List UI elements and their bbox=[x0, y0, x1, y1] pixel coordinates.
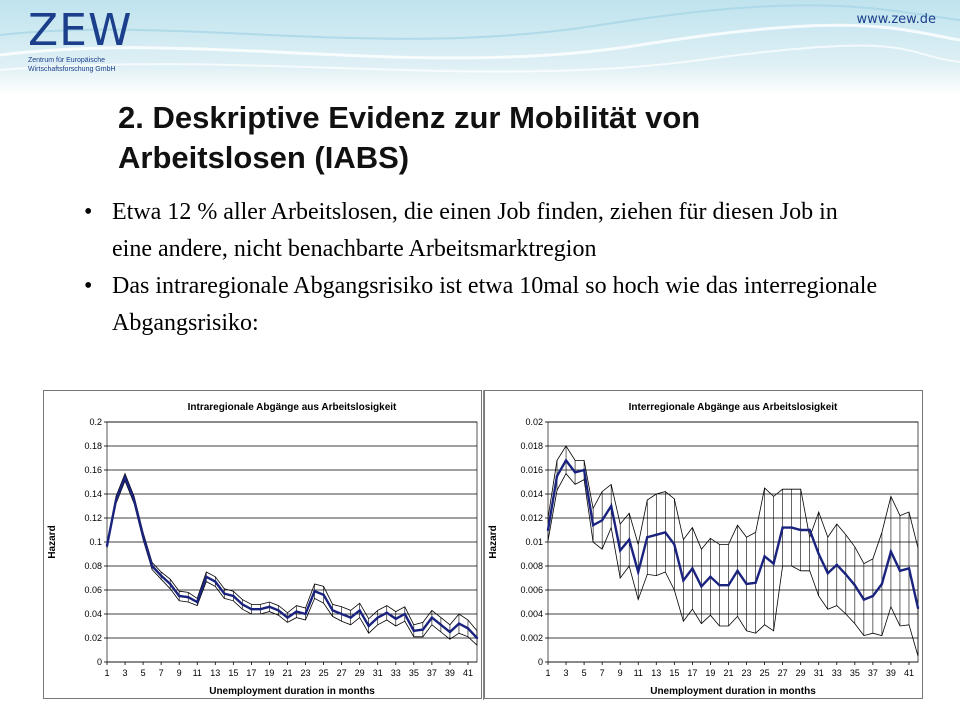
intraregional-ytick-label: 0.18 bbox=[84, 441, 102, 451]
interregional-data-point bbox=[845, 573, 847, 575]
intraregional-data-point bbox=[349, 616, 351, 618]
interregional-data-point bbox=[646, 536, 648, 538]
intraregional-xtick-label: 21 bbox=[282, 668, 293, 678]
interregional-data-point bbox=[700, 585, 702, 587]
interregional-ytick-label: 0.006 bbox=[520, 585, 543, 595]
site-url: www.zew.de bbox=[856, 12, 936, 27]
interregional-xtick-label: 19 bbox=[705, 668, 716, 678]
intraregional-xlabel: Unemployment duration in months bbox=[209, 686, 375, 697]
interregional-data-point bbox=[547, 529, 549, 531]
interregional-xtick-label: 3 bbox=[563, 668, 569, 678]
intraregional-ytick-label: 0.2 bbox=[89, 417, 102, 427]
intraregional-xtick-label: 13 bbox=[210, 668, 221, 678]
interregional-ytick-label: 0.01 bbox=[525, 537, 543, 547]
interregional-data-point bbox=[736, 570, 738, 572]
interregional-data-point bbox=[664, 531, 666, 533]
interregional-data-point bbox=[628, 538, 630, 540]
interregional-data-point bbox=[691, 567, 693, 569]
intraregional-data-point bbox=[358, 609, 360, 611]
chart-interregional-svg bbox=[484, 390, 924, 700]
interregional-xlabel: Unemployment duration in months bbox=[650, 686, 816, 697]
interregional-data-point bbox=[863, 598, 865, 600]
interregional-xtick-label: 15 bbox=[669, 668, 680, 678]
intraregional-data-point bbox=[304, 613, 306, 615]
interregional-xtick-label: 27 bbox=[777, 668, 788, 678]
bullet-text: Das intraregionale Abgangsrisiko ist etwa 10mal so hoch wie das interregionale Abgangsrisiko: bbox=[112, 273, 878, 336]
interregional-data-point bbox=[574, 471, 576, 473]
interregional-xtick-label: 7 bbox=[599, 668, 605, 678]
bullet-list bbox=[80, 194, 880, 342]
intraregional-data-point bbox=[386, 612, 388, 614]
intraregional-data-point bbox=[377, 616, 379, 618]
page-title-line1: 2. Deskriptive Evidenz zur Mobilität von bbox=[118, 100, 701, 135]
interregional-data-point bbox=[745, 583, 747, 585]
intraregional-xtick-label: 23 bbox=[300, 668, 311, 678]
intraregional-data-point bbox=[440, 624, 442, 626]
intraregional-data-point bbox=[286, 616, 288, 618]
intraregional-data-point bbox=[187, 596, 189, 598]
interregional-ytick-label: 0.014 bbox=[520, 489, 543, 499]
interregional-data-point bbox=[899, 570, 901, 572]
interregional-xtick-label: 5 bbox=[581, 668, 587, 678]
intraregional-xtick-label: 17 bbox=[246, 668, 257, 678]
interregional-xtick-label: 33 bbox=[831, 668, 842, 678]
intraregional-ytick-label: 0.04 bbox=[84, 609, 102, 619]
intraregional-data-point bbox=[368, 625, 370, 627]
intraregional-xtick-label: 11 bbox=[192, 668, 202, 678]
intraregional-data-point bbox=[232, 595, 234, 597]
chart-interregional bbox=[484, 390, 924, 700]
intraregional-xtick-label: 1 bbox=[104, 668, 110, 678]
interregional-data-point bbox=[682, 579, 684, 581]
interregional-ytick-label: 0.002 bbox=[520, 633, 543, 643]
interregional-xtick-label: 31 bbox=[813, 668, 824, 678]
intraregional-data-point bbox=[395, 618, 397, 620]
intraregional-data-point bbox=[331, 609, 333, 611]
intraregional-xtick-label: 33 bbox=[390, 668, 401, 678]
interregional-ytick-label: 0.004 bbox=[520, 609, 543, 619]
bullet-item bbox=[80, 268, 880, 342]
intraregional-xtick-label: 9 bbox=[176, 668, 182, 678]
intraregional-data-point bbox=[124, 476, 126, 478]
intraregional-data-point bbox=[214, 580, 216, 582]
interregional-data-point bbox=[592, 524, 594, 526]
intraregional-data-point bbox=[449, 631, 451, 633]
intraregional-xtick-label: 35 bbox=[408, 668, 419, 678]
intraregional-data-point bbox=[277, 609, 279, 611]
intraregional-data-point bbox=[151, 565, 153, 567]
interregional-ytick-label: 0.016 bbox=[520, 465, 543, 475]
intraregional-data-point bbox=[205, 576, 207, 578]
intraregional-data-point bbox=[241, 603, 243, 605]
interregional-ytick-label: 0.008 bbox=[520, 561, 543, 571]
interregional-ytick-label: 0 bbox=[537, 657, 543, 667]
interregional-xtick-label: 1 bbox=[545, 668, 551, 678]
intraregional-xtick-label: 29 bbox=[354, 668, 365, 678]
page-title-line2: Arbeitslosen (IABS) bbox=[118, 140, 410, 175]
interregional-xtick-label: 21 bbox=[723, 668, 734, 678]
interregional-xtick-label: 9 bbox=[617, 668, 623, 678]
intraregional-data-point bbox=[476, 637, 478, 639]
interregional-data-point bbox=[754, 582, 756, 584]
intraregional-data-point bbox=[259, 608, 261, 610]
bullet-text: Etwa 12 % aller Arbeitslosen, die einen Job finden, ziehen für diesen Job in eine andere, nicht benachbarte Arbeitsmarktregion bbox=[112, 199, 838, 262]
intraregional-data-point bbox=[268, 606, 270, 608]
intraregional-ytick-label: 0.02 bbox=[84, 633, 102, 643]
intraregional-data-point bbox=[295, 610, 297, 612]
intraregional-data-point bbox=[467, 627, 469, 629]
intraregional-ytick-label: 0.14 bbox=[84, 489, 102, 499]
interregional-ytick-label: 0.02 bbox=[525, 417, 543, 427]
interregional-data-point bbox=[917, 607, 919, 609]
intraregional-data-point bbox=[413, 630, 415, 632]
intraregional-xtick-label: 37 bbox=[426, 668, 437, 678]
intraregional-ylabel: Hazard bbox=[47, 525, 58, 559]
intraregional-data-point bbox=[250, 608, 252, 610]
interregional-title: Interregionale Abgänge aus Arbeitslosigkeit bbox=[628, 402, 838, 413]
intraregional-xtick-label: 19 bbox=[264, 668, 275, 678]
chart-intraregional bbox=[43, 390, 484, 700]
interregional-data-point bbox=[565, 459, 567, 461]
interregional-data-point bbox=[881, 583, 883, 585]
interregional-data-point bbox=[619, 549, 621, 551]
logo-wordmark: ZEW bbox=[28, 5, 133, 56]
interregional-data-point bbox=[637, 571, 639, 573]
interregional-data-point bbox=[610, 505, 612, 507]
interregional-data-point bbox=[781, 526, 783, 528]
intraregional-ytick-label: 0.16 bbox=[84, 465, 102, 475]
intraregional-data-point bbox=[422, 628, 424, 630]
intraregional-xtick-label: 15 bbox=[228, 668, 239, 678]
intraregional-xtick-label: 31 bbox=[372, 668, 383, 678]
interregional-data-point bbox=[655, 534, 657, 536]
interregional-xtick-label: 11 bbox=[633, 668, 643, 678]
intraregional-data-point bbox=[169, 583, 171, 585]
interregional-xtick-label: 25 bbox=[759, 668, 770, 678]
interregional-data-point bbox=[827, 572, 829, 574]
interregional-ylabel: Hazard bbox=[488, 525, 499, 559]
intraregional-data-point bbox=[196, 601, 198, 603]
intraregional-ytick-label: 0.1 bbox=[89, 537, 102, 547]
intraregional-data-point bbox=[106, 544, 108, 546]
header-wave-band bbox=[0, 0, 960, 95]
interregional-data-point bbox=[556, 475, 558, 477]
interregional-xtick-label: 37 bbox=[867, 668, 878, 678]
interregional-data-point bbox=[908, 567, 910, 569]
interregional-xtick-label: 17 bbox=[687, 668, 698, 678]
interregional-xtick-label: 39 bbox=[885, 668, 896, 678]
interregional-data-point bbox=[872, 595, 874, 597]
intraregional-ytick-label: 0.06 bbox=[84, 585, 102, 595]
interregional-ytick-label: 0.012 bbox=[520, 513, 543, 523]
interregional-data-point bbox=[763, 555, 765, 557]
interregional-data-point bbox=[718, 584, 720, 586]
intraregional-xtick-label: 27 bbox=[336, 668, 347, 678]
intraregional-ytick-label: 0.12 bbox=[84, 513, 102, 523]
intraregional-data-point bbox=[431, 616, 433, 618]
intraregional-xtick-label: 3 bbox=[122, 668, 128, 678]
zew-logo bbox=[28, 5, 138, 74]
intraregional-data-point bbox=[160, 574, 162, 576]
interregional-xtick-label: 23 bbox=[741, 668, 752, 678]
logo-subtitle-line2: Wirtschaftsforschung GmbH bbox=[28, 66, 116, 73]
intraregional-data-point bbox=[142, 535, 144, 537]
interregional-ytick-label: 0.018 bbox=[520, 441, 543, 451]
intraregional-xtick-label: 5 bbox=[140, 668, 146, 678]
intraregional-data-point bbox=[340, 613, 342, 615]
intraregional-data-point bbox=[133, 499, 135, 501]
intraregional-data-point bbox=[223, 592, 225, 594]
intraregional-xtick-label: 25 bbox=[318, 668, 329, 678]
page-title bbox=[118, 98, 878, 178]
interregional-xtick-label: 35 bbox=[849, 668, 860, 678]
interregional-data-point bbox=[772, 562, 774, 564]
intraregional-ytick-label: 0 bbox=[96, 657, 102, 667]
intraregional-data-point bbox=[313, 590, 315, 592]
interregional-data-point bbox=[836, 564, 838, 566]
interregional-data-point bbox=[809, 529, 811, 531]
interregional-data-point bbox=[673, 543, 675, 545]
interregional-data-point bbox=[709, 576, 711, 578]
bullet-icon: • bbox=[84, 199, 93, 225]
interregional-data-point bbox=[890, 550, 892, 552]
intraregional-title: Intraregionale Abgänge aus Arbeitslosigkeit bbox=[187, 402, 397, 413]
interregional-data-point bbox=[601, 519, 603, 521]
bullet-icon: • bbox=[84, 273, 93, 299]
intraregional-ytick-label: 0.08 bbox=[84, 561, 102, 571]
logo-subtitle bbox=[28, 56, 138, 74]
logo-subtitle-line1: Zentrum für Europäische bbox=[28, 57, 106, 64]
intraregional-data-point bbox=[322, 594, 324, 596]
intraregional-data-point bbox=[115, 499, 117, 501]
bullet-item bbox=[80, 194, 880, 268]
intraregional-data-point bbox=[458, 622, 460, 624]
interregional-data-point bbox=[818, 553, 820, 555]
interregional-data-point bbox=[727, 584, 729, 586]
intraregional-data-point bbox=[404, 613, 406, 615]
interregional-data-point bbox=[854, 584, 856, 586]
interregional-xtick-label: 41 bbox=[903, 668, 914, 678]
intraregional-xtick-label: 41 bbox=[462, 668, 473, 678]
intraregional-xtick-label: 7 bbox=[158, 668, 164, 678]
interregional-xtick-label: 13 bbox=[651, 668, 662, 678]
interregional-data-point bbox=[790, 526, 792, 528]
interregional-xtick-label: 29 bbox=[795, 668, 806, 678]
interregional-data-point bbox=[799, 529, 801, 531]
interregional-data-point bbox=[583, 469, 585, 471]
chart-intraregional-svg bbox=[43, 390, 483, 700]
intraregional-xtick-label: 39 bbox=[444, 668, 455, 678]
intraregional-data-point bbox=[178, 595, 180, 597]
